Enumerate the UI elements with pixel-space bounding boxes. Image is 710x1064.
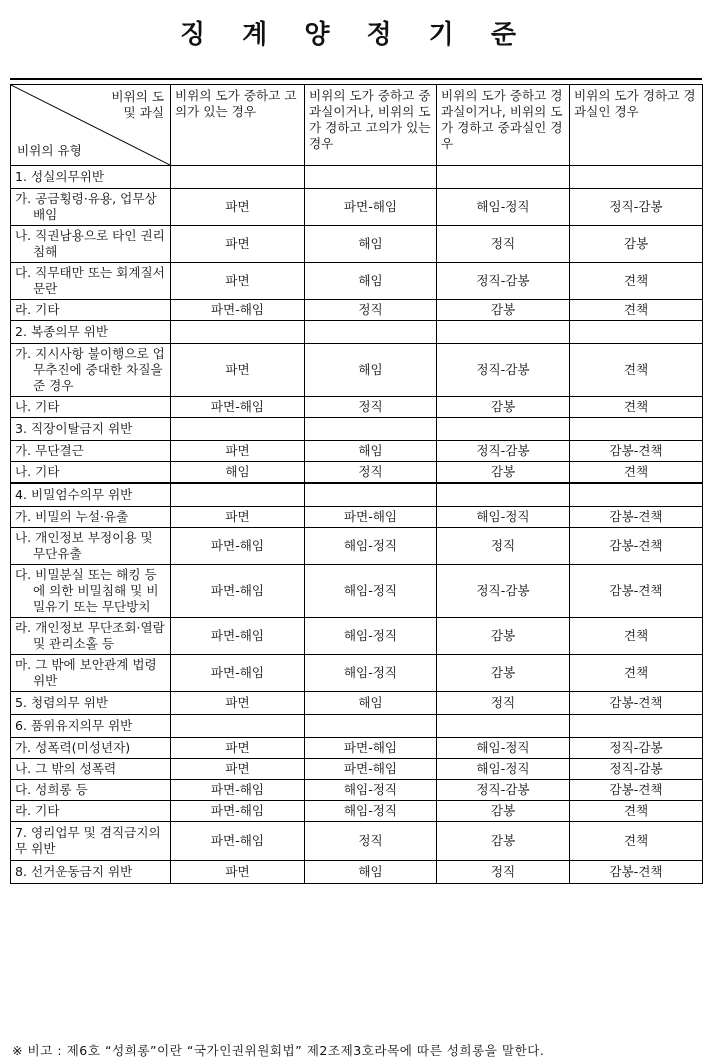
- item-label: 다. 직무태만 또는 회계질서 문란: [15, 265, 165, 296]
- penalty-cell: 해임: [305, 344, 437, 397]
- item-row: [11, 189, 703, 226]
- penalty-cell: 감봉: [437, 655, 570, 692]
- item-row: [11, 226, 703, 263]
- penalty-cell: [305, 483, 437, 507]
- penalty-cell: 정직-감봉: [570, 759, 703, 780]
- section-row: [11, 715, 703, 738]
- penalty-cell: 파면: [171, 861, 305, 884]
- penalty-cell: 감봉-견책: [570, 441, 703, 462]
- penalty-cell: 파면-해임: [171, 300, 305, 321]
- penalty-cell: 견책: [570, 618, 703, 655]
- item-label: 나. 개인정보 부정이용 및 무단유출: [15, 530, 153, 561]
- item-label-cell: [11, 189, 171, 226]
- penalty-cell: 감봉-견책: [570, 528, 703, 565]
- penalty-cell: 감봉: [437, 300, 570, 321]
- item-label-cell: [11, 462, 171, 484]
- penalty-cell: 감봉: [437, 618, 570, 655]
- item-label-cell: [11, 397, 171, 418]
- penalty-cell: 해임-정직: [305, 655, 437, 692]
- penalty-cell: 파면-해임: [171, 780, 305, 801]
- penalty-cell: [570, 483, 703, 507]
- item-row: [11, 507, 703, 528]
- penalty-cell: 파면: [171, 738, 305, 759]
- item-label-cell: [11, 738, 171, 759]
- item-label-cell: [11, 801, 171, 822]
- section-row: [11, 692, 703, 715]
- penalty-cell: 해임: [171, 462, 305, 484]
- column-header: 비위의 도가 경하고 경과실인 경우: [570, 85, 703, 166]
- section-title: 4. 비밀엄수의무 위반: [11, 483, 171, 507]
- penalty-cell: 해임-정직: [305, 780, 437, 801]
- penalty-cell: [570, 321, 703, 344]
- item-row: [11, 441, 703, 462]
- penalty-cell: 파면: [171, 226, 305, 263]
- item-label: 가. 공금횡령·유용, 업무상 배임: [15, 191, 157, 222]
- penalty-cell: 감봉: [570, 226, 703, 263]
- penalty-cell: 해임-정직: [305, 618, 437, 655]
- item-label-cell: [11, 344, 171, 397]
- penalty-cell: 파면-해임: [171, 655, 305, 692]
- penalty-cell: 감봉: [437, 801, 570, 822]
- item-label: 가. 비밀의 누설·유출: [15, 509, 129, 524]
- penalty-cell: 견책: [570, 462, 703, 484]
- item-row: [11, 655, 703, 692]
- penalty-cell: 파면: [171, 692, 305, 715]
- item-label: 가. 무단결근: [15, 443, 84, 458]
- penalty-cell: [437, 321, 570, 344]
- item-label-cell: [11, 780, 171, 801]
- item-row: [11, 397, 703, 418]
- penalty-cell: [570, 166, 703, 189]
- penalty-cell: 정직: [437, 861, 570, 884]
- item-label-cell: [11, 226, 171, 263]
- header-degree-label: 비위의 도 및 과실: [111, 89, 164, 120]
- penalty-cell: [171, 483, 305, 507]
- section-title: 5. 청렴의무 위반: [11, 692, 171, 715]
- header-type-label: 비위의 유형: [17, 143, 82, 158]
- item-label-cell: [11, 300, 171, 321]
- item-label-cell: [11, 655, 171, 692]
- item-row: [11, 263, 703, 300]
- item-label-cell: [11, 759, 171, 780]
- item-row: [11, 528, 703, 565]
- item-label-cell: [11, 618, 171, 655]
- penalty-cell: 감봉: [437, 397, 570, 418]
- penalty-cell: 견책: [570, 801, 703, 822]
- section-row: [11, 418, 703, 441]
- section-row: [11, 483, 703, 507]
- penalty-cell: 파면-해임: [171, 397, 305, 418]
- section-title: 2. 복종의무 위반: [11, 321, 171, 344]
- footnote: ※ 비고 : 제6호 “성희롱”이란 “국가인권위원회법” 제2조제3호라목에 따른 성희롱을 말한다.: [12, 1043, 545, 1058]
- item-label: 가. 성폭력(미성년자): [15, 740, 131, 755]
- item-row: [11, 565, 703, 618]
- item-label-cell: [11, 507, 171, 528]
- penalty-cell: [171, 715, 305, 738]
- penalty-cell: 파면-해임: [305, 507, 437, 528]
- penalty-cell: 견책: [570, 655, 703, 692]
- penalty-cell: [171, 418, 305, 441]
- penalty-cell: 파면: [171, 759, 305, 780]
- section-title: 7. 영리업무 및 겸직금지의무 위반: [11, 822, 171, 861]
- penalty-cell: 견책: [570, 263, 703, 300]
- penalty-cell: 해임: [305, 692, 437, 715]
- penalty-cell: 파면-해임: [171, 801, 305, 822]
- penalty-cell: [305, 418, 437, 441]
- penalty-cell: [570, 418, 703, 441]
- penalty-cell: 정직: [437, 528, 570, 565]
- section-title: 8. 선거운동금지 위반: [11, 861, 171, 884]
- item-label: 나. 직권남용으로 타인 권리침해: [15, 228, 165, 259]
- penalty-cell: [305, 166, 437, 189]
- penalty-cell: [305, 715, 437, 738]
- item-label-cell: [11, 565, 171, 618]
- item-label: 라. 기타: [15, 302, 60, 317]
- penalty-cell: 해임-정직: [437, 189, 570, 226]
- penalty-cell: 감봉: [437, 822, 570, 861]
- penalty-cell: [437, 166, 570, 189]
- item-row: [11, 738, 703, 759]
- penalty-cell: 정직-감봉: [437, 441, 570, 462]
- item-label: 가. 지시사항 불이행으로 업무추진에 중대한 차질을 준 경우: [15, 346, 165, 393]
- section-title: 1. 성실의무위반: [11, 166, 171, 189]
- penalty-cell: 감봉-견책: [570, 507, 703, 528]
- penalty-cell: [171, 321, 305, 344]
- penalty-cell: 감봉-견책: [570, 692, 703, 715]
- penalty-cell: 해임: [305, 263, 437, 300]
- penalty-cell: 정직-감봉: [570, 738, 703, 759]
- penalty-cell: 견책: [570, 822, 703, 861]
- item-row: [11, 801, 703, 822]
- penalty-cell: 감봉-견책: [570, 565, 703, 618]
- penalty-cell: 해임-정직: [437, 759, 570, 780]
- item-label-cell: [11, 263, 171, 300]
- item-row: [11, 300, 703, 321]
- penalty-cell: 정직: [437, 692, 570, 715]
- section-row: [11, 321, 703, 344]
- penalty-cell: 파면-해임: [305, 759, 437, 780]
- column-header: 비위의 도가 중하고 고의가 있는 경우: [171, 85, 305, 166]
- item-row: [11, 759, 703, 780]
- penalty-cell: 감봉-견책: [570, 861, 703, 884]
- penalty-cell: 파면-해임: [171, 565, 305, 618]
- penalty-cell: 해임: [305, 441, 437, 462]
- penalty-cell: 정직: [305, 300, 437, 321]
- column-header: 비위의 도가 중하고 경과실이거나, 비위의 도가 경하고 중과실인 경우: [437, 85, 570, 166]
- section-title: 3. 직장이탈금지 위반: [11, 418, 171, 441]
- penalty-cell: 해임: [305, 861, 437, 884]
- penalty-cell: 해임-정직: [305, 801, 437, 822]
- item-row: [11, 344, 703, 397]
- penalty-cell: 파면: [171, 441, 305, 462]
- penalty-cell: [305, 321, 437, 344]
- penalty-cell: 정직-감봉: [437, 263, 570, 300]
- item-label-cell: [11, 528, 171, 565]
- penalty-cell: 파면-해임: [171, 618, 305, 655]
- penalty-cell: 파면-해임: [171, 822, 305, 861]
- penalty-cell: 해임-정직: [437, 507, 570, 528]
- penalty-cell: [437, 483, 570, 507]
- penalty-cell: 파면-해임: [171, 528, 305, 565]
- item-label-cell: [11, 441, 171, 462]
- penalty-cell: 견책: [570, 300, 703, 321]
- penalty-cell: 정직: [437, 226, 570, 263]
- penalty-cell: [437, 715, 570, 738]
- penalty-cell: 파면: [171, 344, 305, 397]
- column-header: 비위의 도가 중하고 중과실이거나, 비위의 도가 경하고 고의가 있는 경우: [305, 85, 437, 166]
- penalty-cell: 해임-정직: [305, 565, 437, 618]
- penalty-cell: 견책: [570, 397, 703, 418]
- penalty-cell: 파면: [171, 507, 305, 528]
- section-title: 6. 품위유지의무 위반: [11, 715, 171, 738]
- penalty-cell: 정직: [305, 397, 437, 418]
- section-row: [11, 861, 703, 884]
- penalty-cell: 파면-해임: [305, 738, 437, 759]
- item-row: [11, 462, 703, 484]
- item-label: 다. 비밀분실 또는 해킹 등에 의한 비밀침해 및 비밀유기 또는 무단방치: [15, 567, 159, 614]
- item-row: [11, 780, 703, 801]
- penalty-cell: 감봉-견책: [570, 780, 703, 801]
- penalty-cell: 견책: [570, 344, 703, 397]
- penalty-cell: 해임-정직: [305, 528, 437, 565]
- top-rule: [10, 78, 702, 80]
- penalty-cell: 해임: [305, 226, 437, 263]
- item-label: 나. 기타: [15, 464, 60, 479]
- item-label: 마. 그 밖에 보안관계 법령위반: [15, 657, 157, 688]
- section-row: [11, 822, 703, 861]
- item-row: [11, 618, 703, 655]
- penalty-cell: 정직-감봉: [437, 780, 570, 801]
- penalty-cell: 파면-해임: [305, 189, 437, 226]
- penalty-cell: 정직-감봉: [570, 189, 703, 226]
- penalty-cell: [570, 715, 703, 738]
- penalty-cell: 정직-감봉: [437, 565, 570, 618]
- diagonal-header-cell: [11, 85, 171, 166]
- penalty-cell: 해임-정직: [437, 738, 570, 759]
- page-title: 징 계 양 정 기 준: [180, 20, 530, 50]
- penalty-cell: 정직-감봉: [437, 344, 570, 397]
- item-label: 라. 기타: [15, 803, 60, 818]
- section-row: [11, 166, 703, 189]
- item-label: 라. 개인정보 무단조회·열람 및 관리소홀 등: [15, 620, 165, 651]
- item-label: 다. 성희롱 등: [15, 782, 88, 797]
- penalty-cell: [171, 166, 305, 189]
- penalty-cell: 파면: [171, 263, 305, 300]
- item-label: 나. 기타: [15, 399, 60, 414]
- penalty-cell: 정직: [305, 822, 437, 861]
- penalty-cell: [437, 418, 570, 441]
- penalty-cell: 정직: [305, 462, 437, 484]
- item-label: 나. 그 밖의 성폭력: [15, 761, 117, 776]
- discipline-standards-table: [10, 84, 703, 884]
- penalty-cell: 감봉: [437, 462, 570, 484]
- penalty-cell: 파면: [171, 189, 305, 226]
